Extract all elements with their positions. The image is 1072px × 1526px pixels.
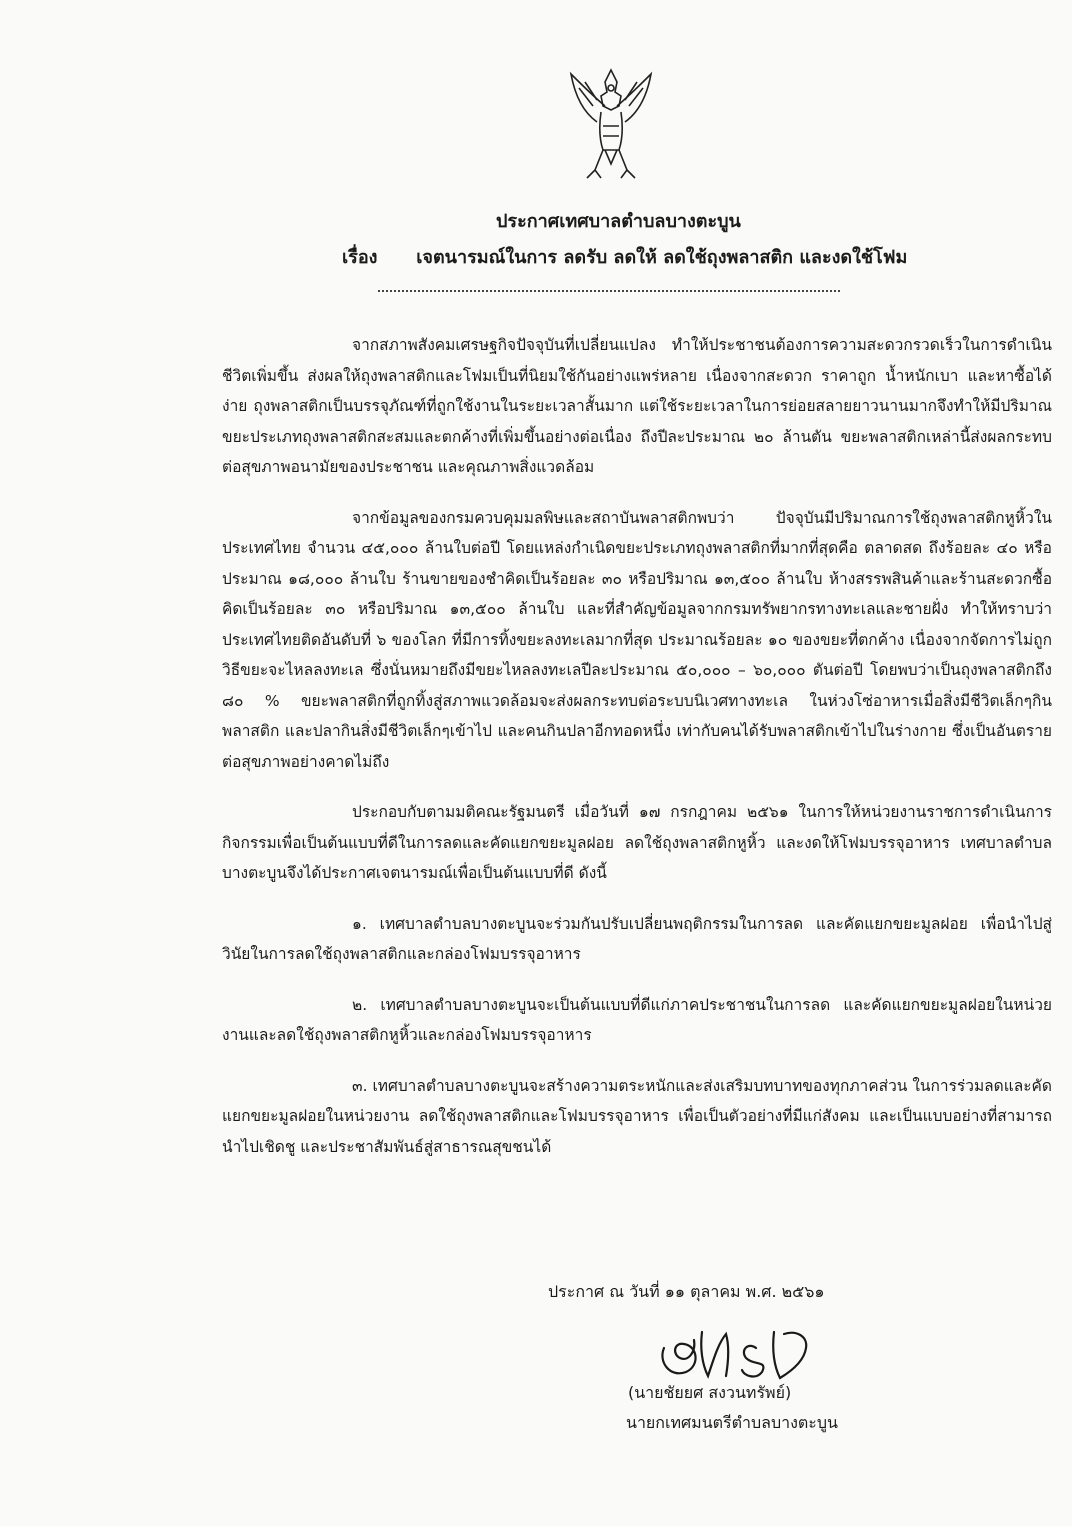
announcement-title: ประกาศเทศบาลตำบลบางตะบูน: [496, 211, 741, 232]
dotted-divider: [378, 290, 840, 292]
announcement-subject: [0, 244, 1072, 272]
garuda-emblem-icon: [565, 66, 657, 186]
signer-position: นายกเทศมนตรีตำบลบางตะบูน: [626, 1413, 838, 1432]
subject-text: เจตนารมณ์ในการ ลดรับ ลดให้ ลดใช้ถุงพลาสติก และงดใช้โฟม: [416, 247, 908, 268]
announcement-body: [222, 330, 1052, 1182]
signer-name: (นายชัยยศ สงวนทรัพย์): [628, 1383, 792, 1402]
signer-block: [626, 1378, 866, 1438]
paragraph-1: จากสภาพสังคมเศรษฐกิจปัจจุบันที่เปลี่ยนแปลง ทำให้ประชาชนต้องการความสะดวกรวดเร็วในการดำเนินชีวิตเพิ่มขึ้น ส่งผลให้ถุงพลาสติกและโฟมเป็นที่นิยมใช้กันอย่างแพร่หลาย เนื่องจากสะดวก ราคาถูก น้ำหนักเบา และหาซื้อได้ง่าย ถุงพลาสติกเป็นบรรจุภัณฑ์ที่ถูกใช้งานในระยะเวลาสั้นมาก แต่ใช้ระยะเวลาในการย่อยสลายยาวนานมากจึงทำให้มีปริมาณขยะประเภทถุงพลาสติกสะสมและตกค้างที่เพิ่มขึ้นอย่างต่อเนื่อง ถึงปีละประมาณ ๒๐ ล้านตัน ขยะพลาสติกเหล่านี้ส่งผลกระทบต่อสุขภาพอนามัยของประชาชน และคุณภาพสิ่งแวดล้อม: [222, 336, 1052, 476]
paragraph-2: จากข้อมูลของกรมควบคุมมลพิษและสถาบันพลาสติกพบว่า ปัจจุบันมีปริมาณการใช้ถุงพลาสติกหูหิ้วในประเทศไทย จำนวน ๔๕,๐๐๐ ล้านใบต่อปี โดยแหล่งกำเนิดขยะประเภทถุงพลาสติกที่มากที่สุดคือ ตลาดสด ถึงร้อยละ ๔๐ หรือประมาณ ๑๘,๐๐๐ ล้านใบ ร้านขายของชำคิดเป็นร้อยละ ๓๐ หรือปริมาณ ๑๓,๕๐๐ ล้านใบ ห้างสรรพสินค้าและร้านสะดวกซื้อคิดเป็นร้อยละ ๓๐ หรือปริมาณ ๑๓,๕๐๐ ล้านใบ และที่สำคัญข้อมูลจากกรมทรัพยากรทางทะเลและชายฝั่ง ทำให้ทราบว่าประเทศไทยติดอันดับที่ ๖ ของโลก ที่มีการทิ้งขยะลงทะเลมากที่สุด ประมาณร้อยละ ๑๐ ของขยะที่ตกค้าง เนื่องจากจัดการไม่ถูกวิธีขยะจะไหลลงทะเล ซึ่งนั่นหมายถึงมีขยะไหลลงทะเลปีละประมาณ ๕๐,๐๐๐ – ๖๐,๐๐๐ ตันต่อปี โดยพบว่าเป็นถุงพลาสติกถึง ๘๐ % ขยะพลาสติกที่ถูกทิ้งสู่สภาพแวดล้อมจะส่งผลกระทบต่อระบบนิเวศทางทะเล ในห่วงโซ่อาหารเมื่อสิ่งมีชีวิตเล็กๆกินพลาสติก และปลากินสิ่งมีชีวิตเล็กๆเข้าไป และคนกินปลาอีกทอดหนึ่ง เท่ากับคนได้รับพลาสติกเข้าไปในร่างกาย ซึ่งเป็นอันตรายต่อสุขภาพอย่างคาดไม่ถึง: [222, 508, 1052, 771]
list-item-1: ๑. เทศบาลตำบลบางตะบูนจะร่วมกันปรับเปลี่ยนพฤติกรรมในการลด และคัดแยกขยะมูลฝอย เพื่อนำไปสู่วินัยในการลดใช้ถุงพลาสติกและกล่องโฟมบรรจุอาหาร: [222, 914, 1052, 963]
list-item-3: ๓. เทศบาลตำบลบางตะบูนจะสร้างความตระหนักและส่งเสริมบทบาทของทุกภาคส่วน ในการร่วมลดและคัดแยกขยะมูลฝอยในหน่วยงาน ลดใช้ถุงพลาสติกและโฟมบรรจุอาหาร เพื่อเป็นตัวอย่างที่มีแก่สังคม และเป็นแบบอย่างที่สามารถนำไปเชิดชู และประชาสัมพันธ์สู่สาธารณสุขชนได้: [222, 1076, 1052, 1156]
list-item-2: ๒. เทศบาลตำบลบางตะบูนจะเป็นต้นแบบที่ดีแก่ภาคประชาชนในการลด และคัดแยกขยะมูลฝอยในหน่วยงานและลดใช้ถุงพลาสติกหูหิ้วและกล่องโฟมบรรจุอาหาร: [222, 995, 1052, 1044]
paragraph-3: ประกอบกับตามมติคณะรัฐมนตรี เมื่อวันที่ ๑๗ กรกฎาคม ๒๕๖๑ ในการให้หน่วยงานราชการดำเนินการกิจกรรมเพื่อเป็นต้นแบบที่ดีในการลดและคัดแยกขยะมูลฝอย ลดใช้ถุงพลาสติกหูหิ้ว และงดให้โฟมบรรจุอาหาร เทศบาลตำบลบางตะบูนจึงได้ประกาศเจตนารมณ์เพื่อเป็นต้นแบบที่ดี ดังนี้: [222, 803, 1052, 882]
announcement-date: ประกาศ ณ วันที่ ๑๑ ตุลาคม พ.ศ. ๒๕๖๑: [548, 1282, 825, 1301]
subject-label: เรื่อง: [342, 247, 378, 268]
announcement-heading: [0, 208, 1072, 272]
handwritten-signature-icon: [656, 1318, 826, 1386]
